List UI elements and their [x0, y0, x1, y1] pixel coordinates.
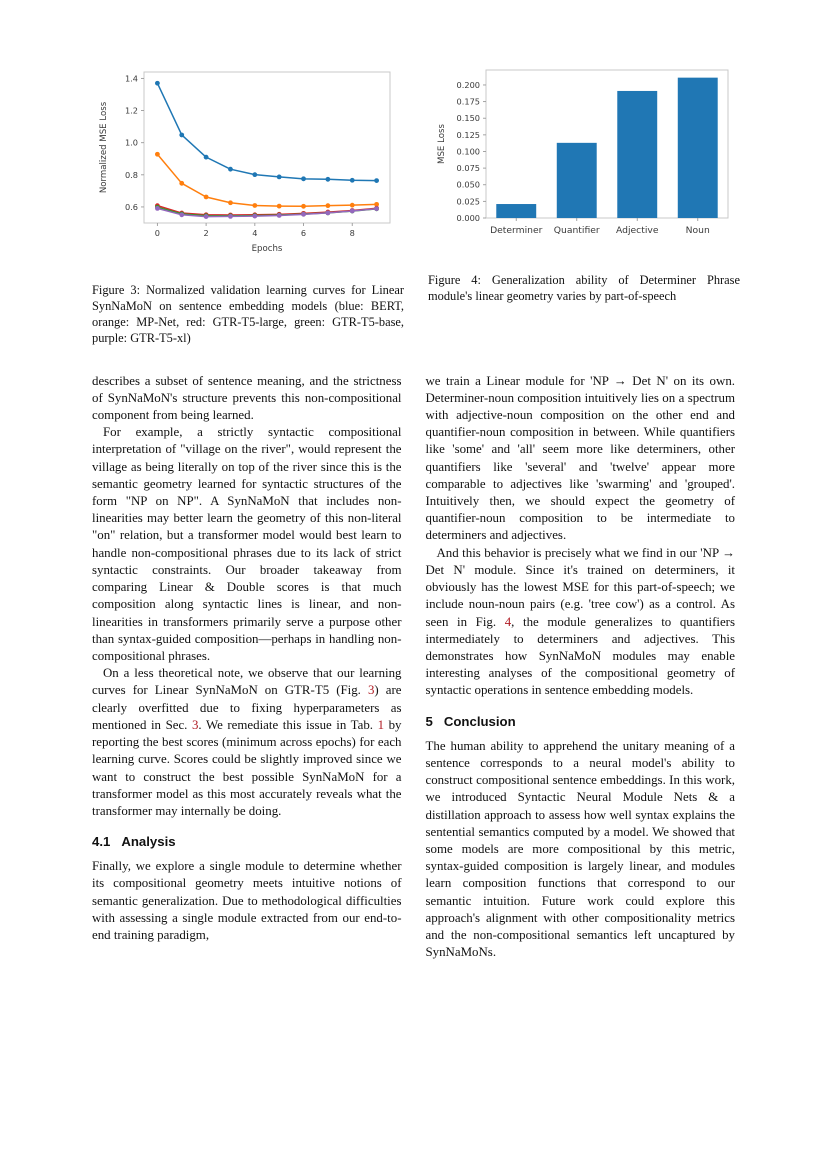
figures-row: [92, 60, 740, 347]
series-point: [155, 206, 160, 211]
y-axis-label: Normalized MSE Loss: [99, 101, 109, 194]
figure-3-plot: [92, 60, 404, 270]
figure-reference-link[interactable]: 3: [367, 683, 375, 698]
series-point: [179, 181, 184, 186]
section-title: Conclusion: [443, 713, 516, 729]
section-number: 5: [425, 713, 433, 729]
series-point: [301, 176, 306, 181]
x-tick-label: 8: [349, 228, 355, 238]
paragraph: Finally, we explore a single module to determine whether its compositional geometry meets intuitive notions of semantic generalization. Due to methodological difficulties with assessing a single module extracted from our end-to-end training paradigm,: [92, 859, 402, 943]
bar-chart-svg: [428, 60, 740, 255]
left-column: [92, 373, 402, 962]
series-point: [252, 214, 257, 219]
body-columns: [92, 373, 735, 962]
y-tick-label: 0.125: [456, 129, 480, 140]
series-point: [301, 212, 306, 217]
bar-category-label: Determiner: [490, 225, 543, 236]
paragraph-text: ) are clearly overfitted due to fixing hyperparameters as mentioned in Sec.: [92, 683, 402, 732]
table-reference-link[interactable]: 1: [377, 717, 385, 732]
paragraph-text: , the module generalizes to quantifiers intermediately to determiners and adjectives. This demonstrates how SynNaMoN modules may enable interesting analyses of the compositional geometry of syntactic operations in sentence embedding models.: [425, 614, 735, 698]
y-tick-label: 1.4: [124, 73, 138, 84]
series-point: [179, 212, 184, 217]
x-tick-label: 6: [300, 228, 307, 238]
series-point: [325, 177, 330, 182]
paragraph: The human ability to apprehend the unitary meaning of a sentence corresponds to a neural model's ability to construct compositional sentence embeddings. In this work, we introduced Syntactic Neural Module Nets & a distillation approach to assess how well syntax explains the sentential semantics computed by a model. We showed that some models are more compositional by this metric, syntax-guided composition is largely linear, and modules learn composition functions that correspond to our semantic intuition. Future work could explore this approach's alignment with other compositionality metrics and the non-compositional semantics left uncaptured by SynNaMoNs.: [425, 738, 735, 960]
section-reference-link[interactable]: 3: [191, 717, 199, 732]
paragraph: we train a Linear module for 'NP → Det N' on its own. Determiner-noun composition intuitively lies on a spectrum with adjective-noun composition on the other end and quantifier-noun composition in between. While quantifiers like 'some' and 'all' seem more like determiners, other quantifiers like 'several' and 'twelve' appear more comparable to adjectives like 'swarming' and 'grouped'. Intuitively then, we should expect the geometry of quantifier-noun composition to be intermediate to determiners and adjectives.: [425, 373, 735, 543]
paragraph: [426, 545, 736, 700]
y-tick-label: 0.025: [456, 196, 480, 207]
series-point: [179, 133, 184, 138]
series-point: [350, 178, 355, 183]
bar-category-label: Adjective: [616, 225, 659, 236]
series-point: [155, 152, 160, 157]
series-point: [301, 204, 306, 209]
series-point: [204, 195, 209, 200]
figure-4-caption-text: Generalization ability of Determiner Phrase module's linear geometry varies by part-of-speech: [428, 273, 740, 304]
series-point: [277, 204, 282, 209]
y-tick-label: 0.000: [456, 213, 480, 223]
series-point: [252, 203, 257, 208]
bar-category-label: Noun: [685, 225, 710, 236]
paragraph: [92, 665, 402, 820]
series-point: [204, 214, 209, 219]
y-tick-label: 0.150: [456, 113, 480, 124]
figure-reference-link[interactable]: 4: [504, 614, 512, 629]
paragraph-text: And this behavior is precisely what we find in our 'NP → Det N' module. Since it's trained on determiners, it obviously has the lowest MSE for this part-of-speech; we include noun-noun pairs (e.g. 'tree cow') as a control. As seen in Fig.: [425, 545, 735, 629]
y-tick-label: 0.100: [456, 146, 480, 157]
series-point: [252, 172, 257, 177]
figure-3-caption-label: Figure 3:: [92, 283, 141, 297]
figure-4-container: [428, 60, 740, 304]
y-tick-label: 0.6: [124, 201, 138, 212]
series-point: [325, 203, 330, 208]
y-tick-label: 0.8: [124, 169, 138, 180]
series-point: [204, 155, 209, 160]
series-point: [350, 203, 355, 208]
series-point: [374, 206, 379, 211]
y-tick-label: 0.175: [456, 96, 480, 107]
section-number: 4.1: [92, 834, 111, 850]
x-tick-label: 4: [252, 228, 258, 238]
plot-frame: [144, 72, 390, 223]
y-tick-label: 1.0: [124, 137, 138, 148]
figure-4-caption-label: Figure 4:: [428, 273, 481, 287]
bar: [496, 204, 536, 218]
series-point: [228, 214, 233, 219]
y-tick-label: 0.200: [456, 79, 480, 90]
series-point: [325, 210, 330, 215]
series-point: [350, 209, 355, 214]
y-axis-label: MSE Loss: [437, 124, 447, 164]
series-point: [228, 200, 233, 205]
series-point: [374, 178, 379, 183]
series-line-gtr-t5-large: [157, 206, 376, 215]
section-heading-conclusion: [426, 714, 736, 729]
figure-3-container: [92, 60, 404, 347]
paragraph-text: . We remediate this issue in Tab.: [198, 717, 378, 732]
paragraph: describes a subset of sentence meaning, and the strictness of SynNaMoN's structure prevents this non-compositional component from being learned.: [92, 373, 402, 422]
bar: [617, 91, 657, 218]
figure-3-caption-text: Normalized validation learning curves for Linear SynNaMoN on sentence embedding models (blue: BERT, orange: MP-Net, red: GTR-T5-large, green: GTR-T5-base, purple: GTR-T5-xl): [92, 283, 404, 346]
paragraph-text: On a less theoretical note, we observe that our learning curves for Linear SynNaMoN on GTR-T5 (Fig.: [92, 666, 402, 698]
y-tick-label: 0.050: [456, 179, 480, 190]
right-column: [426, 373, 736, 962]
line-chart-svg: [92, 60, 404, 265]
paragraph-text: by reporting the best scores (minimum across epochs) for each learning curve. Scores could be slightly improved since we want to construct the best possible SynNaMoN for a transformer model as this most accurately reveals what the transformer may internally be doing.: [92, 717, 402, 818]
series-line-bert: [157, 83, 376, 180]
x-axis-label: Epochs: [251, 244, 283, 254]
series-point: [155, 81, 160, 86]
y-tick-label: 0.075: [456, 163, 480, 174]
x-tick-label: 2: [203, 228, 209, 238]
section-heading-analysis: [92, 834, 402, 849]
bar: [557, 143, 597, 218]
figure-4-plot: [428, 60, 740, 270]
series-point: [228, 167, 233, 172]
series-point: [277, 175, 282, 180]
series-point: [277, 213, 282, 218]
x-tick-label: 0: [154, 228, 161, 238]
paragraph: For example, a strictly syntactic compositional interpretation of "village on the river", would represent the village as being literally on top of the river since this is the semantic geometry learned for syntactic structures of the form "NP on NP". A SynNaMoN that includes non-linearities may better learn the geometry of this non-literal "on" relation, but a transformer model would best learn to handle non-compositional phrases due to its lack of strict syntactic constraints. Our broader takeaway from comparing Linear & Double scores is that much composition along syntactic lines is linear, and non-linearities in transformers primarily serve a purpose other than syntax-guided composition—perhaps in handling non-compositional phrases.: [92, 425, 402, 663]
bar-category-label: Quantifier: [553, 225, 600, 236]
section-title: Analysis: [121, 834, 176, 850]
figure-4-caption: [428, 272, 740, 304]
y-tick-label: 1.2: [124, 105, 138, 116]
figure-3-caption: [92, 282, 404, 347]
bar: [678, 78, 718, 218]
